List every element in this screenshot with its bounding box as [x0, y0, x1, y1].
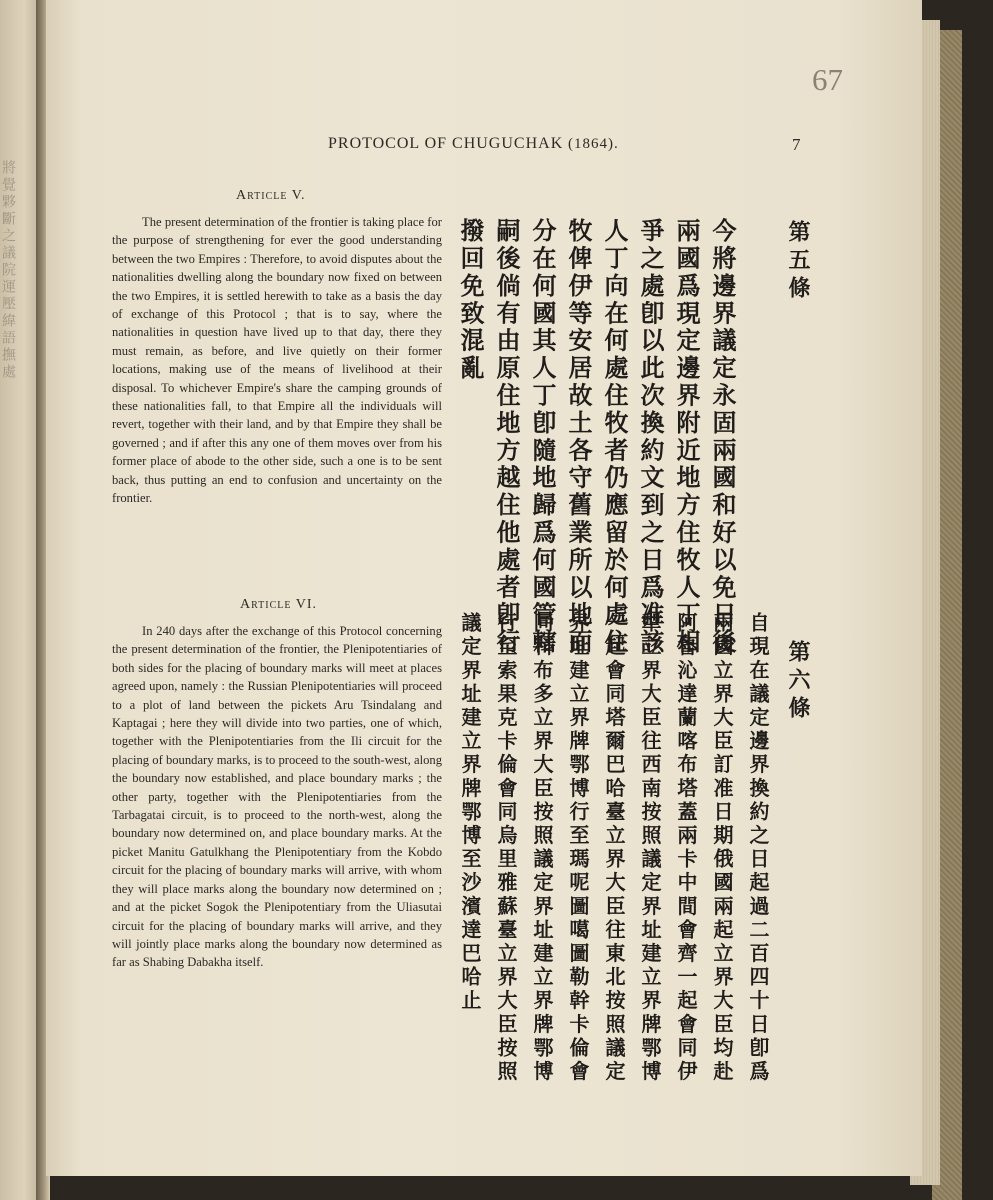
article-6-chinese-heading: 第六條 — [785, 640, 811, 724]
article-5-chinese-column: 兩國爲現定邊界附近地方住牧人丁相 — [672, 218, 701, 657]
article-5-chinese-column: 嗣後倘有由原住地方越住他處者卽行 — [492, 218, 521, 657]
running-head — [328, 135, 619, 153]
article-5-chinese-text — [452, 218, 740, 656]
article-6-chinese-column: 阿魯沁達蘭喀布塔蓋兩卡中間會齊一起會同伊 — [674, 612, 698, 1084]
article-5-chinese-column: 撥回免致混亂 — [456, 218, 485, 383]
article-6-chinese-column: 界址建立界牌鄂博行至瑪呢圖噶圖勒幹卡倫會 — [566, 612, 590, 1084]
article-6-chinese-column: 自現在議定邊界換約之日起過二百四十日卽爲 — [746, 612, 770, 1084]
page-number: 67 — [812, 62, 843, 97]
article-5-chinese-column: 今將邊界議定永固兩國和好以免日後 — [708, 218, 737, 657]
article-6-chinese-column: 同科布多立界大臣按照議定界址建立界牌鄂博 — [530, 612, 554, 1084]
article-5-heading: Article V. — [236, 188, 306, 203]
article-6-text: In 240 days after the exchange of this Protocol concerning the present determination of the frontier, the Plenipotentiaries of both sides for the placing of boundary marks will meet at places agreed upon, namely : the Russian Plenipotentiaries will proceed to a plot of land between the pickets Aru Tsindalang and Kaptagai ; here they will divide into two parties, one of which, together with the Plenipotentiaries from the Ili circuit for the placing of boundary marks, is to proceed to the south-west, along the boundary now established, and place boundary marks ; the other party, together with the Plenipotentiaries from the Tarbagatai circuit, is to proceed to the north-west, along the boundary now determined on, and place boundary marks. At the picket Manitu Gatulkhang the Plenipotentiary from the Kobdo circuit for the placing of boundary marks will arrive, with whom they will place marks along the boundary now determined on ; and at the picket Sogok the Plenipotentiary from the Uliasutai circuit for the placing of boundary marks will arrive, and they will jointly place marks along the boundary now determined as far as Shabing Dabakha itself. — [112, 624, 442, 970]
article-6-chinese-column: 一起會同塔爾巴哈臺立界大臣往東北按照議定 — [602, 612, 626, 1084]
article-5-chinese-column: 人丁向在何處住牧者仍應留於何處住 — [600, 218, 629, 657]
article-6-heading: Article VI. — [240, 597, 318, 612]
article-5-text: The present determination of the frontier is taking place for the purpose of strengthening for ever the good understanding between the two Empires : Therefore, to avoid disputes about the nationalities dwelling along the boundary now fixed on between the two Empires, it is settled herewith to take as a basis the day of exchange of this Protocol ; that is to say, where the nationalities in question have lived up to that day, there they must remain, as before, and live quietly on their former locations, making use of the means of livelihood at their disposal. To whichever Empire's share the camping grounds of these nationalities fall, to that Empire all the individuals will revert, together with their land, and by that Empire they shall be governed ; and if after this any one of them moves over from his former place of abode to the other side, such a one is to be sent back, thus putting an end to confusion and uncertainty on the frontier. — [112, 215, 442, 506]
article-6-chinese-column: 行至索果克卡倫會同烏里雅蘇臺立界大臣按照 — [494, 612, 518, 1084]
article-5-chinese-column: 分在何國其人丁卽隨地歸爲何國管轄 — [528, 218, 557, 657]
folio-number: 7 — [792, 135, 801, 154]
article-5-chinese-column: 牧俾伊等安居故土各守舊業所以地面 — [564, 218, 593, 657]
article-6-chinese-column: 議定界址建立界牌鄂博至沙濱達巴哈止 — [458, 612, 482, 1014]
running-head-year: (1864). — [568, 136, 619, 152]
running-head-title: PROTOCOL OF CHUGUCHAK — [328, 135, 564, 152]
article-5-chinese-heading: 第五條 — [785, 220, 811, 304]
article-5-chinese-column: 爭之處卽以此次換約文到之日爲准該 — [636, 218, 665, 657]
article-6-chinese-column: 兩國立界大臣訂准日期俄國兩起立界大臣均赴 — [710, 612, 734, 1084]
article-6-chinese-text — [452, 612, 776, 1084]
article-6-chinese-column: 犁立界大臣往西南按照議定界址建立界牌鄂博 — [638, 612, 662, 1084]
facing-page-bleed-text: 將覺夥斷之議院運壓緯語撫處 — [0, 160, 16, 381]
